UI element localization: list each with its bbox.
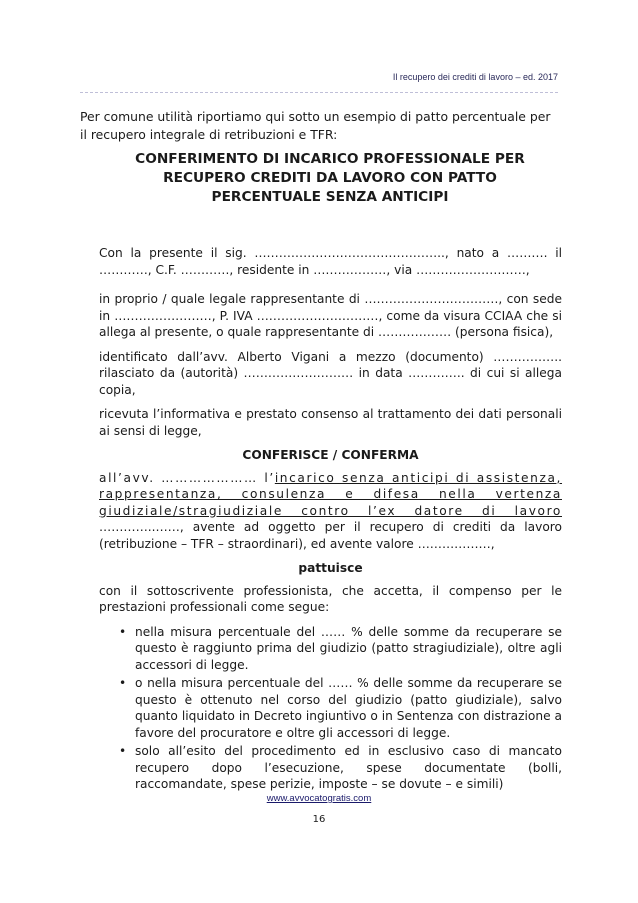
intro-paragraph: Per comune utilità riportiamo qui sotto un esempio di patto percentuale per il recupero integrale di retribuzioni e TFR:: [80, 109, 551, 142]
mandate-underlined: incarico senza anticipi di assistenza, rappresentanza, consulenza e difesa nella vertenza giudiziale/stragiudiziale contro l’ex datore di lavoro: [99, 470, 563, 518]
fee-item-extrajudicial: • nella misura percentuale del …… % delle somme da recuperare se questo è raggiunto prima del giudizio (patto stragiudiziale), oltre agli accessori di legge.: [99, 624, 562, 674]
contract-body: [99, 245, 562, 795]
fee-item-expenses: • solo all’esito del procedimento ed in esclusivo caso di mancato recupero dopo l’esecuzione, spese documentate (bolli, raccomandate, spese perizie, imposte – se dovute – e simili): [99, 743, 562, 793]
website-link[interactable]: www.avvocatogratis.com: [266, 793, 372, 804]
title-line-2: RECUPERO CREDITI DA LAVORO CON PATTO: [163, 170, 497, 186]
confers-heading: CONFERISCE / CONFERMA: [242, 448, 419, 462]
fee-item-judicial: • o nella misura percentuale del …… % delle somme da recuperare se questo è ottenuto nel corso del giudizio (patto giudiziale), salvo quanto liquidato in Decreto ingiuntivo o in Sentenza con distrazione a favore del procuratore e oltre gli accessori di legge.: [99, 675, 562, 741]
fee-list: [99, 624, 562, 793]
title-line-3: PERCENTUALE SENZA ANTICIPI: [211, 189, 449, 205]
fee-intro-paragraph: con il sottoscrivente professionista, che accetta, il compenso per le prestazioni professionali come segue:: [99, 583, 562, 614]
mandate-tail: …………..……, avente ad oggetto per il recupero di crediti da lavoro (retribuzione – TFR – straordinari), ed avente valore ………………,: [99, 520, 562, 551]
client-identity-paragraph: Con la presente il sig. ……………………………………….., nato a ………. il …………, C.F. …………, residente in ………………, via ………………………,: [99, 246, 562, 277]
document-title: [95, 150, 565, 207]
running-header: [80, 72, 558, 93]
page-number: 16: [312, 814, 326, 825]
running-title: Il recupero dei crediti di lavoro – ed. 2017: [392, 72, 558, 82]
mandate-paragraph: [99, 470, 562, 553]
title-line-1: CONFERIMENTO DI INCARICO PROFESSIONALE PER: [135, 151, 525, 167]
privacy-consent-paragraph: ricevuta l’informativa e prestato consenso al trattamento dei dati personali ai sensi di legge,: [99, 407, 562, 438]
representative-paragraph: in proprio / quale legale rappresentante di ……………………………, con sede in ……………………, P. IVA …………………………, come da visura CCIAA che si allega al presente, o quale rappresentante di ……………… (persona fisica),: [99, 292, 562, 339]
agrees-heading: pattuisce: [298, 561, 363, 575]
identification-paragraph: identificato dall’avv. Alberto Vigani a mezzo (documento) …………….. rilasciato da (autorità) ……………………… in data ………….. di cui si allega copia,: [99, 349, 562, 397]
mandate-lead: all’avv. ………………… l’: [99, 470, 275, 485]
